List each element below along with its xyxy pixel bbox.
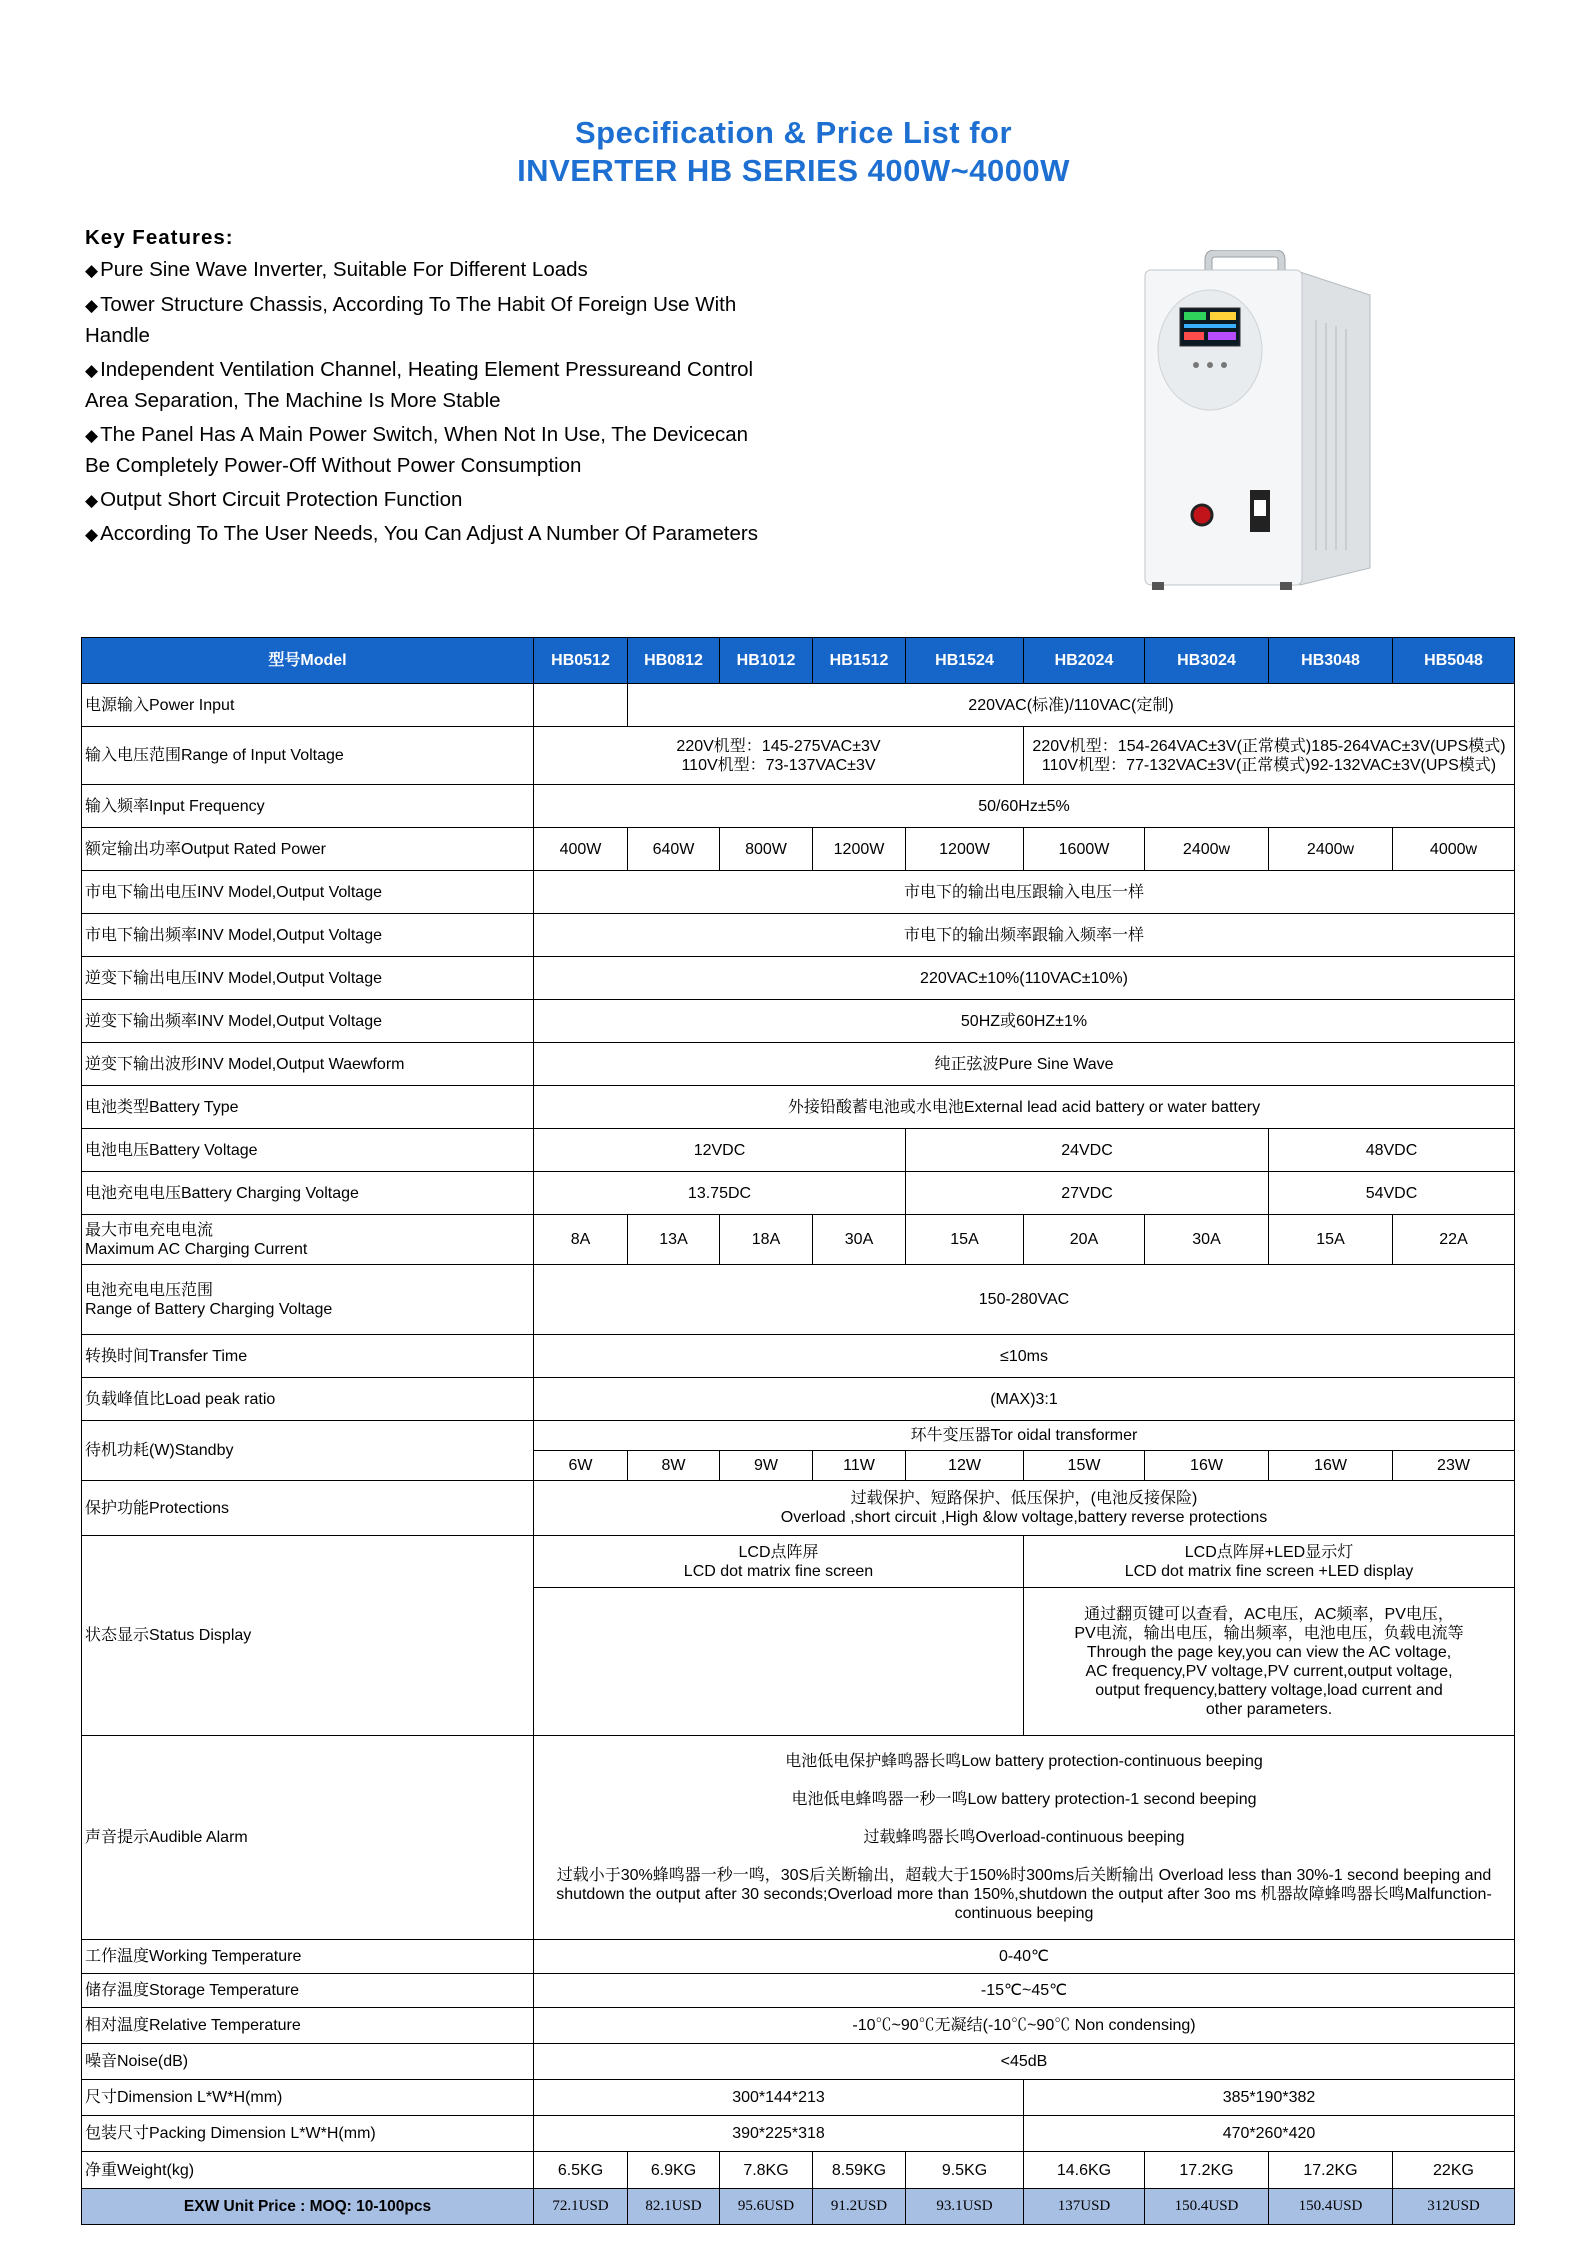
page-title-line2: INVERTER HB SERIES 400W~4000W (517, 153, 1070, 188)
value-cell: 过载保护、短路保护、低压保护，(电池反接保险) Overload ,short circuit ,High &low voltage,battery reverse protections (534, 1481, 1515, 1536)
row-label: 电源输入Power Input (82, 684, 534, 727)
value-cell: 2400w (1145, 828, 1269, 871)
feature-item: ◆The Panel Has A Main Power Switch, When Not In Use, The Devicecan Be Completely Power-Off Without Power Consumption (85, 422, 749, 477)
value-cell: 通过翻页键可以查看，AC电压，AC频率，PV电压， PV电流，输出电压，输出频率，电池电压，负载电流等 Through the page key,you can view the AC voltage, AC frequency,PV voltage,PV current,output voltage, output frequency,battery voltage,load current and other parameters. (1024, 1588, 1515, 1736)
value-cell: (MAX)3:1 (534, 1378, 1515, 1421)
row-label: 工作温度Working Temperature (82, 1940, 534, 1974)
price-cell: 72.1USD (534, 2189, 628, 2225)
table-row (82, 684, 1515, 727)
alarm-line: 电池低电保护蜂鸣器长鸣Low battery protection-continuous beeping (785, 1753, 1263, 1770)
value-cell: 8A (534, 1215, 628, 1265)
row-label: 输入电压范围Range of Input Voltage (82, 727, 534, 785)
model-header: 型号Model (82, 638, 534, 684)
value-cell: 环牛变压器Tor oidal transformer (534, 1421, 1515, 1451)
row-label: 状态显示Status Display (82, 1536, 534, 1736)
key-features-heading: Key Features: (85, 226, 234, 249)
value-cell: 23W (1393, 1451, 1515, 1481)
row-label: 最大市电充电电流 Maximum AC Charging Current (82, 1215, 534, 1265)
value-cell: 470*260*420 (1024, 2116, 1515, 2152)
row-label: 电池充电电压范围 Range of Battery Charging Voltage (82, 1265, 534, 1335)
value-cell: 1200W (906, 828, 1024, 871)
value-cell: 13.75DC (534, 1172, 906, 1215)
row-label: 逆变下输出电压INV Model,Output Voltage (82, 957, 534, 1000)
diamond-bullet-icon: ◆ (85, 490, 99, 510)
value-cell: 54VDC (1269, 1172, 1515, 1215)
row-label: 电池充电电压Battery Charging Voltage (82, 1172, 534, 1215)
value-cell (534, 1736, 1515, 1940)
value-cell: 800W (720, 828, 813, 871)
value-cell: 385*190*382 (1024, 2080, 1515, 2116)
table-row (82, 1172, 1515, 1215)
table-row (82, 1736, 1515, 1940)
model-cell: HB0812 (628, 638, 720, 684)
price-cell: 91.2USD (813, 2189, 906, 2225)
value-cell: 17.2KG (1269, 2152, 1393, 2189)
feature-item: ◆Independent Ventilation Channel, Heating Element Pressureand Control Area Separation, The Machine Is More Stable (85, 357, 754, 412)
row-label: 转换时间Transfer Time (82, 1335, 534, 1378)
table-row (82, 1265, 1515, 1335)
table-row (82, 871, 1515, 914)
table-row (82, 828, 1515, 871)
value-cell: 9.5KG (906, 2152, 1024, 2189)
table-row (82, 2116, 1515, 2152)
value-cell: 13A (628, 1215, 720, 1265)
value-cell: -10℃~90℃无凝结(-10℃~90℃ Non condensing) (534, 2008, 1515, 2044)
table-row (82, 1335, 1515, 1378)
empty-cell (534, 684, 628, 727)
row-label: 待机功耗(W)Standby (82, 1421, 534, 1481)
model-cell: HB2024 (1024, 638, 1145, 684)
value-cell: 24VDC (906, 1129, 1269, 1172)
row-label: 相对温度Relative Temperature (82, 2008, 534, 2044)
table-row (82, 1536, 1515, 1588)
diamond-bullet-icon: ◆ (85, 525, 99, 544)
diamond-bullet-icon: ◆ (85, 425, 99, 445)
table-row (82, 2080, 1515, 2116)
model-cell: HB3024 (1145, 638, 1269, 684)
value-cell: 400W (534, 828, 628, 871)
table-row (82, 1129, 1515, 1172)
price-cell: 150.4USD (1269, 2189, 1393, 2225)
value-cell: 30A (813, 1215, 906, 1265)
diamond-bullet-icon: ◆ (85, 360, 99, 380)
value-cell: 8.59KG (813, 2152, 906, 2189)
diamond-bullet-icon: ◆ (85, 261, 99, 280)
alarm-line: 过载蜂鸣器长鸣Overload-continuous beeping (863, 1829, 1185, 1846)
value-cell: 300*144*213 (534, 2080, 1024, 2116)
value-cell: LCD点阵屏+LED显示灯 LCD dot matrix fine screen +LED display (1024, 1536, 1515, 1588)
table-row (82, 785, 1515, 828)
value-cell: 7.8KG (720, 2152, 813, 2189)
value-cell: 4000w (1393, 828, 1515, 871)
row-label: 市电下输出电压INV Model,Output Voltage (82, 871, 534, 914)
row-label: 尺寸Dimension L*W*H(mm) (82, 2080, 534, 2116)
value-cell: 15A (1269, 1215, 1393, 1265)
row-label: 包装尺寸Packing Dimension L*W*H(mm) (82, 2116, 534, 2152)
table-row (82, 1086, 1515, 1129)
row-label: 负载峰值比Load peak ratio (82, 1378, 534, 1421)
value-cell: LCD点阵屏 LCD dot matrix fine screen (534, 1536, 1024, 1588)
row-label: 逆变下输出频率INV Model,Output Voltage (82, 1000, 534, 1043)
value-cell: 外接铅酸蓄电池或水电池External lead acid battery or water battery (534, 1086, 1515, 1129)
empty-cell (534, 1588, 1024, 1736)
table-row (82, 1378, 1515, 1421)
price-cell: 93.1USD (906, 2189, 1024, 2225)
feature-item: ◆Pure Sine Wave Inverter, Suitable For Different Loads (85, 258, 588, 281)
table-row (82, 1940, 1515, 1974)
price-label: EXW Unit Price : MOQ: 10-100pcs (82, 2189, 534, 2225)
row-label: 电池类型Battery Type (82, 1086, 534, 1129)
model-cell: HB1012 (720, 638, 813, 684)
table-row (82, 2008, 1515, 2044)
table-row (82, 957, 1515, 1000)
value-cell: 220V机型：154-264VAC±3V(正常模式)185-264VAC±3V(UPS模式) 110V机型：77-132VAC±3V(正常模式)92-132VAC±3V(UPS模式) (1024, 727, 1515, 785)
value-cell: 1200W (813, 828, 906, 871)
value-cell: 0-40℃ (534, 1940, 1515, 1974)
value-cell: 22A (1393, 1215, 1515, 1265)
row-label: 储存温度Storage Temperature (82, 1974, 534, 2008)
row-label: 噪音Noise(dB) (82, 2044, 534, 2080)
value-cell: 12W (906, 1451, 1024, 1481)
value-cell: 8W (628, 1451, 720, 1481)
price-cell: 95.6USD (720, 2189, 813, 2225)
value-cell: 6.5KG (534, 2152, 628, 2189)
price-cell: 137USD (1024, 2189, 1145, 2225)
table-row (82, 1043, 1515, 1086)
value-cell: 15A (906, 1215, 1024, 1265)
row-label: 电池电压Battery Voltage (82, 1129, 534, 1172)
value-cell: 2400w (1269, 828, 1393, 871)
row-label: 声音提示Audible Alarm (82, 1736, 534, 1940)
value-cell: 640W (628, 828, 720, 871)
inverter-product-image (1140, 250, 1390, 595)
value-cell: 50HZ或60HZ±1% (534, 1000, 1515, 1043)
price-cell: 150.4USD (1145, 2189, 1269, 2225)
feature-item: ◆Output Short Circuit Protection Function (85, 487, 463, 511)
value-cell: 16W (1269, 1451, 1393, 1481)
value-cell: 16W (1145, 1451, 1269, 1481)
table-row (82, 1215, 1515, 1265)
price-row (82, 2189, 1515, 2225)
value-cell: 220VAC(标准)/110VAC(定制) (628, 684, 1515, 727)
value-cell: 220VAC±10%(110VAC±10%) (534, 957, 1515, 1000)
page-title-line1: Specification & Price List for (574, 115, 1013, 150)
row-label: 逆变下输出波形INV Model,Output Waewform (82, 1043, 534, 1086)
table-row (82, 1974, 1515, 2008)
value-cell: ≤10ms (534, 1335, 1515, 1378)
value-cell: 30A (1145, 1215, 1269, 1265)
value-cell: 14.6KG (1024, 2152, 1145, 2189)
value-cell: 11W (813, 1451, 906, 1481)
alarm-line: 电池低电蜂鸣器一秒一鸣Low battery protection-1 second beeping (791, 1791, 1257, 1808)
diamond-bullet-icon: ◆ (85, 295, 99, 315)
value-cell: -15℃~45℃ (534, 1974, 1515, 2008)
value-cell: 6.9KG (628, 2152, 720, 2189)
model-cell: HB3048 (1269, 638, 1393, 684)
value-cell: 150-280VAC (534, 1265, 1515, 1335)
value-cell: 12VDC (534, 1129, 906, 1172)
row-label: 额定输出功率Output Rated Power (82, 828, 534, 871)
model-cell: HB1512 (813, 638, 906, 684)
value-cell: 6W (534, 1451, 628, 1481)
value-cell: 17.2KG (1145, 2152, 1269, 2189)
row-label: 净重Weight(kg) (82, 2152, 534, 2189)
value-cell: 9W (720, 1451, 813, 1481)
value-cell: 20A (1024, 1215, 1145, 1265)
value-cell: 48VDC (1269, 1129, 1515, 1172)
price-cell: 82.1USD (628, 2189, 720, 2225)
value-cell: 50/60Hz±5% (534, 785, 1515, 828)
value-cell: 22KG (1393, 2152, 1515, 2189)
value-cell: 15W (1024, 1451, 1145, 1481)
value-cell: 220V机型：145-275VAC±3V 110V机型：73-137VAC±3V (534, 727, 1024, 785)
table-row (82, 914, 1515, 957)
value-cell: 27VDC (906, 1172, 1269, 1215)
value-cell: 纯正弦波Pure Sine Wave (534, 1043, 1515, 1086)
table-row (82, 1000, 1515, 1043)
model-cell: HB5048 (1393, 638, 1515, 684)
table-row (82, 1481, 1515, 1536)
header-row (82, 638, 1515, 684)
value-cell: 市电下的输出电压跟输入电压一样 (534, 871, 1515, 914)
feature-item: ◆According To The User Needs, You Can Adjust A Number Of Parameters (85, 522, 758, 545)
value-cell: 1600W (1024, 828, 1145, 871)
feature-item: ◆Tower Structure Chassis, According To The Habit Of Foreign Use With Handle (85, 292, 737, 347)
spec-table (81, 637, 1515, 2225)
model-cell: HB1524 (906, 638, 1024, 684)
alarm-line: 过载小于30%蜂鸣器一秒一鸣，30S后关断输出，超载大于150%时300ms后关断输出 Overload less than 30%-1 second beeping and shutdown the output after 30 seconds;Overload more than 150%,shutdown the output after 3oo ms 机器故障蜂鸣器长鸣Malfunction-continuous beeping (556, 1867, 1492, 1922)
price-cell: 312USD (1393, 2189, 1515, 2225)
row-label: 市电下输出频率INV Model,Output Voltage (82, 914, 534, 957)
value-cell: 18A (720, 1215, 813, 1265)
value-cell: 390*225*318 (534, 2116, 1024, 2152)
table-row (82, 1421, 1515, 1451)
key-features (85, 222, 775, 554)
value-cell: 市电下的输出频率跟输入频率一样 (534, 914, 1515, 957)
row-label: 保护功能Protections (82, 1481, 534, 1536)
table-row (82, 2152, 1515, 2189)
value-cell: <45dB (534, 2044, 1515, 2080)
table-row (82, 2044, 1515, 2080)
table-row (82, 727, 1515, 785)
model-cell: HB0512 (534, 638, 628, 684)
row-label: 输入频率Input Frequency (82, 785, 534, 828)
